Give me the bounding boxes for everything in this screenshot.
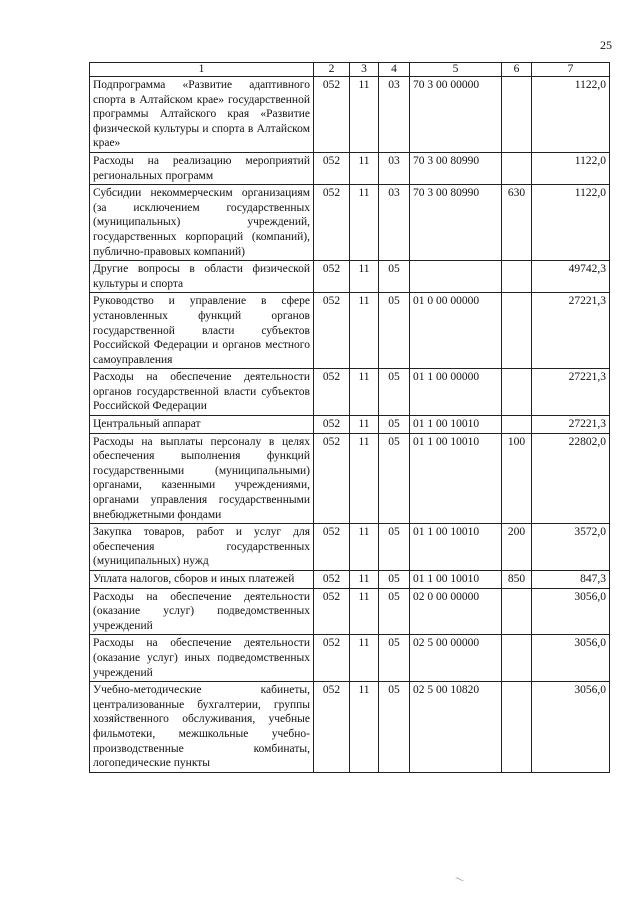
- row-name-cell: Другие вопросы в области физической культуры и спорта: [90, 261, 314, 293]
- row-expense-type-cell: [502, 152, 532, 184]
- row-admin-code-cell: 052: [314, 571, 350, 589]
- row-expense-type-cell: [502, 369, 532, 416]
- row-subsection-cell: 05: [379, 416, 410, 434]
- row-name-cell: Уплата налогов, сборов и иных платежей: [90, 571, 314, 589]
- row-admin-code-cell: 052: [314, 152, 350, 184]
- row-admin-code-cell: 052: [314, 416, 350, 434]
- row-subsection-cell: 03: [379, 185, 410, 261]
- row-section-cell: 11: [350, 433, 379, 524]
- row-target-article-cell: 01 1 00 10010: [410, 433, 502, 524]
- row-target-article-cell: 01 1 00 00000: [410, 369, 502, 416]
- table-row: [90, 293, 610, 369]
- table-body: [90, 77, 610, 773]
- row-admin-code-cell: 052: [314, 635, 350, 682]
- table-row: [90, 416, 610, 434]
- row-target-article-cell: 70 3 00 80990: [410, 152, 502, 184]
- table-row: [90, 571, 610, 589]
- scan-artifact: ⁓: [453, 872, 466, 886]
- row-expense-type-cell: 850: [502, 571, 532, 589]
- row-section-cell: 11: [350, 185, 379, 261]
- row-name-cell: Расходы на обеспечение деятельности органов государственной власти субъектов Российской Федерации: [90, 369, 314, 416]
- row-name-cell: Учебно-методические кабинеты, централизованные бухгалтерии, группы хозяйственного обслуживания, учебные фильмотеки, межшкольные учебно-производственные комбинаты, логопедические пункты: [90, 682, 314, 773]
- row-admin-code-cell: 052: [314, 524, 350, 571]
- table-row: [90, 524, 610, 571]
- row-subsection-cell: 05: [379, 261, 410, 293]
- header-cell: 7: [532, 63, 610, 77]
- row-name-cell: Закупка товаров, работ и услуг для обеспечения государственных (муниципальных) нужд: [90, 524, 314, 571]
- row-section-cell: 11: [350, 571, 379, 589]
- table-row: [90, 369, 610, 416]
- row-section-cell: 11: [350, 682, 379, 773]
- row-section-cell: 11: [350, 77, 379, 153]
- row-amount-cell: 3056,0: [532, 635, 610, 682]
- row-amount-cell: 1122,0: [532, 152, 610, 184]
- row-amount-cell: 847,3: [532, 571, 610, 589]
- header-cell: 6: [502, 63, 532, 77]
- row-expense-type-cell: [502, 261, 532, 293]
- row-amount-cell: 3056,0: [532, 682, 610, 773]
- row-amount-cell: 3056,0: [532, 588, 610, 635]
- table-row: [90, 588, 610, 635]
- row-target-article-cell: 01 1 00 10010: [410, 524, 502, 571]
- row-amount-cell: 3572,0: [532, 524, 610, 571]
- row-name-cell: Расходы на обеспечение деятельности (оказание услуг) иных подведомственных учреждений: [90, 635, 314, 682]
- row-name-cell: Подпрограмма «Развитие адаптивного спорта в Алтайском крае» государственной программы Алтайского края «Развитие физической культуры и спорта в Алтайском крае»: [90, 77, 314, 153]
- header-cell: 1: [90, 63, 314, 77]
- row-section-cell: 11: [350, 293, 379, 369]
- row-expense-type-cell: 630: [502, 185, 532, 261]
- row-amount-cell: 27221,3: [532, 293, 610, 369]
- row-target-article-cell: 01 0 00 00000: [410, 293, 502, 369]
- row-section-cell: 11: [350, 261, 379, 293]
- row-admin-code-cell: 052: [314, 369, 350, 416]
- row-target-article-cell: 01 1 00 10010: [410, 416, 502, 434]
- row-section-cell: 11: [350, 152, 379, 184]
- row-subsection-cell: 05: [379, 524, 410, 571]
- row-admin-code-cell: 052: [314, 185, 350, 261]
- row-expense-type-cell: [502, 77, 532, 153]
- row-amount-cell: 27221,3: [532, 369, 610, 416]
- row-section-cell: 11: [350, 416, 379, 434]
- row-subsection-cell: 05: [379, 293, 410, 369]
- row-expense-type-cell: [502, 635, 532, 682]
- row-section-cell: 11: [350, 369, 379, 416]
- header-cell: 4: [379, 63, 410, 77]
- header-cell: 3: [350, 63, 379, 77]
- row-target-article-cell: 02 5 00 00000: [410, 635, 502, 682]
- row-target-article-cell: 70 3 00 80990: [410, 185, 502, 261]
- row-name-cell: Расходы на обеспечение деятельности (оказание услуг) подведомственных учреждений: [90, 588, 314, 635]
- row-amount-cell: 1122,0: [532, 185, 610, 261]
- row-target-article-cell: 70 3 00 00000: [410, 77, 502, 153]
- row-name-cell: Расходы на реализацию мероприятий региональных программ: [90, 152, 314, 184]
- row-expense-type-cell: 200: [502, 524, 532, 571]
- row-target-article-cell: 02 5 00 10820: [410, 682, 502, 773]
- row-admin-code-cell: 052: [314, 77, 350, 153]
- row-section-cell: 11: [350, 524, 379, 571]
- row-subsection-cell: 05: [379, 588, 410, 635]
- row-amount-cell: 49742,3: [532, 261, 610, 293]
- row-section-cell: 11: [350, 635, 379, 682]
- row-name-cell: Центральный аппарат: [90, 416, 314, 434]
- table-row: [90, 261, 610, 293]
- row-expense-type-cell: [502, 588, 532, 635]
- header-cell: 2: [314, 63, 350, 77]
- row-target-article-cell: 01 1 00 10010: [410, 571, 502, 589]
- budget-table: [89, 62, 610, 773]
- row-target-article-cell: 02 0 00 00000: [410, 588, 502, 635]
- row-expense-type-cell: [502, 416, 532, 434]
- row-name-cell: Руководство и управление в сфере установленных функций органов государственной власти субъектов Российской Федерации и органов местного самоуправления: [90, 293, 314, 369]
- page-number: 25: [600, 38, 612, 52]
- row-subsection-cell: 05: [379, 635, 410, 682]
- row-name-cell: Субсидии некоммерческим организациям (за исключением государственных (муниципальных) учреждений, государственных корпораций (компаний), публично-правовых компаний): [90, 185, 314, 261]
- row-expense-type-cell: [502, 682, 532, 773]
- row-subsection-cell: 05: [379, 433, 410, 524]
- row-expense-type-cell: 100: [502, 433, 532, 524]
- row-admin-code-cell: 052: [314, 293, 350, 369]
- row-target-article-cell: [410, 261, 502, 293]
- header-row: [90, 63, 610, 77]
- table-row: [90, 77, 610, 153]
- header-cell: 5: [410, 63, 502, 77]
- row-amount-cell: 27221,3: [532, 416, 610, 434]
- row-subsection-cell: 05: [379, 369, 410, 416]
- row-admin-code-cell: 052: [314, 588, 350, 635]
- row-expense-type-cell: [502, 293, 532, 369]
- row-amount-cell: 22802,0: [532, 433, 610, 524]
- row-subsection-cell: 03: [379, 77, 410, 153]
- table-row: [90, 152, 610, 184]
- table-row: [90, 185, 610, 261]
- row-section-cell: 11: [350, 588, 379, 635]
- row-subsection-cell: 05: [379, 571, 410, 589]
- table-row: [90, 433, 610, 524]
- row-name-cell: Расходы на выплаты персоналу в целях обеспечения выполнения функций государственными (муниципальными) органами, казенными учреждениями, органами управления государственными внебюджетными фондами: [90, 433, 314, 524]
- row-admin-code-cell: 052: [314, 433, 350, 524]
- row-admin-code-cell: 052: [314, 682, 350, 773]
- row-admin-code-cell: 052: [314, 261, 350, 293]
- row-amount-cell: 1122,0: [532, 77, 610, 153]
- row-subsection-cell: 03: [379, 152, 410, 184]
- table-row: [90, 635, 610, 682]
- row-subsection-cell: 05: [379, 682, 410, 773]
- table-row: [90, 682, 610, 773]
